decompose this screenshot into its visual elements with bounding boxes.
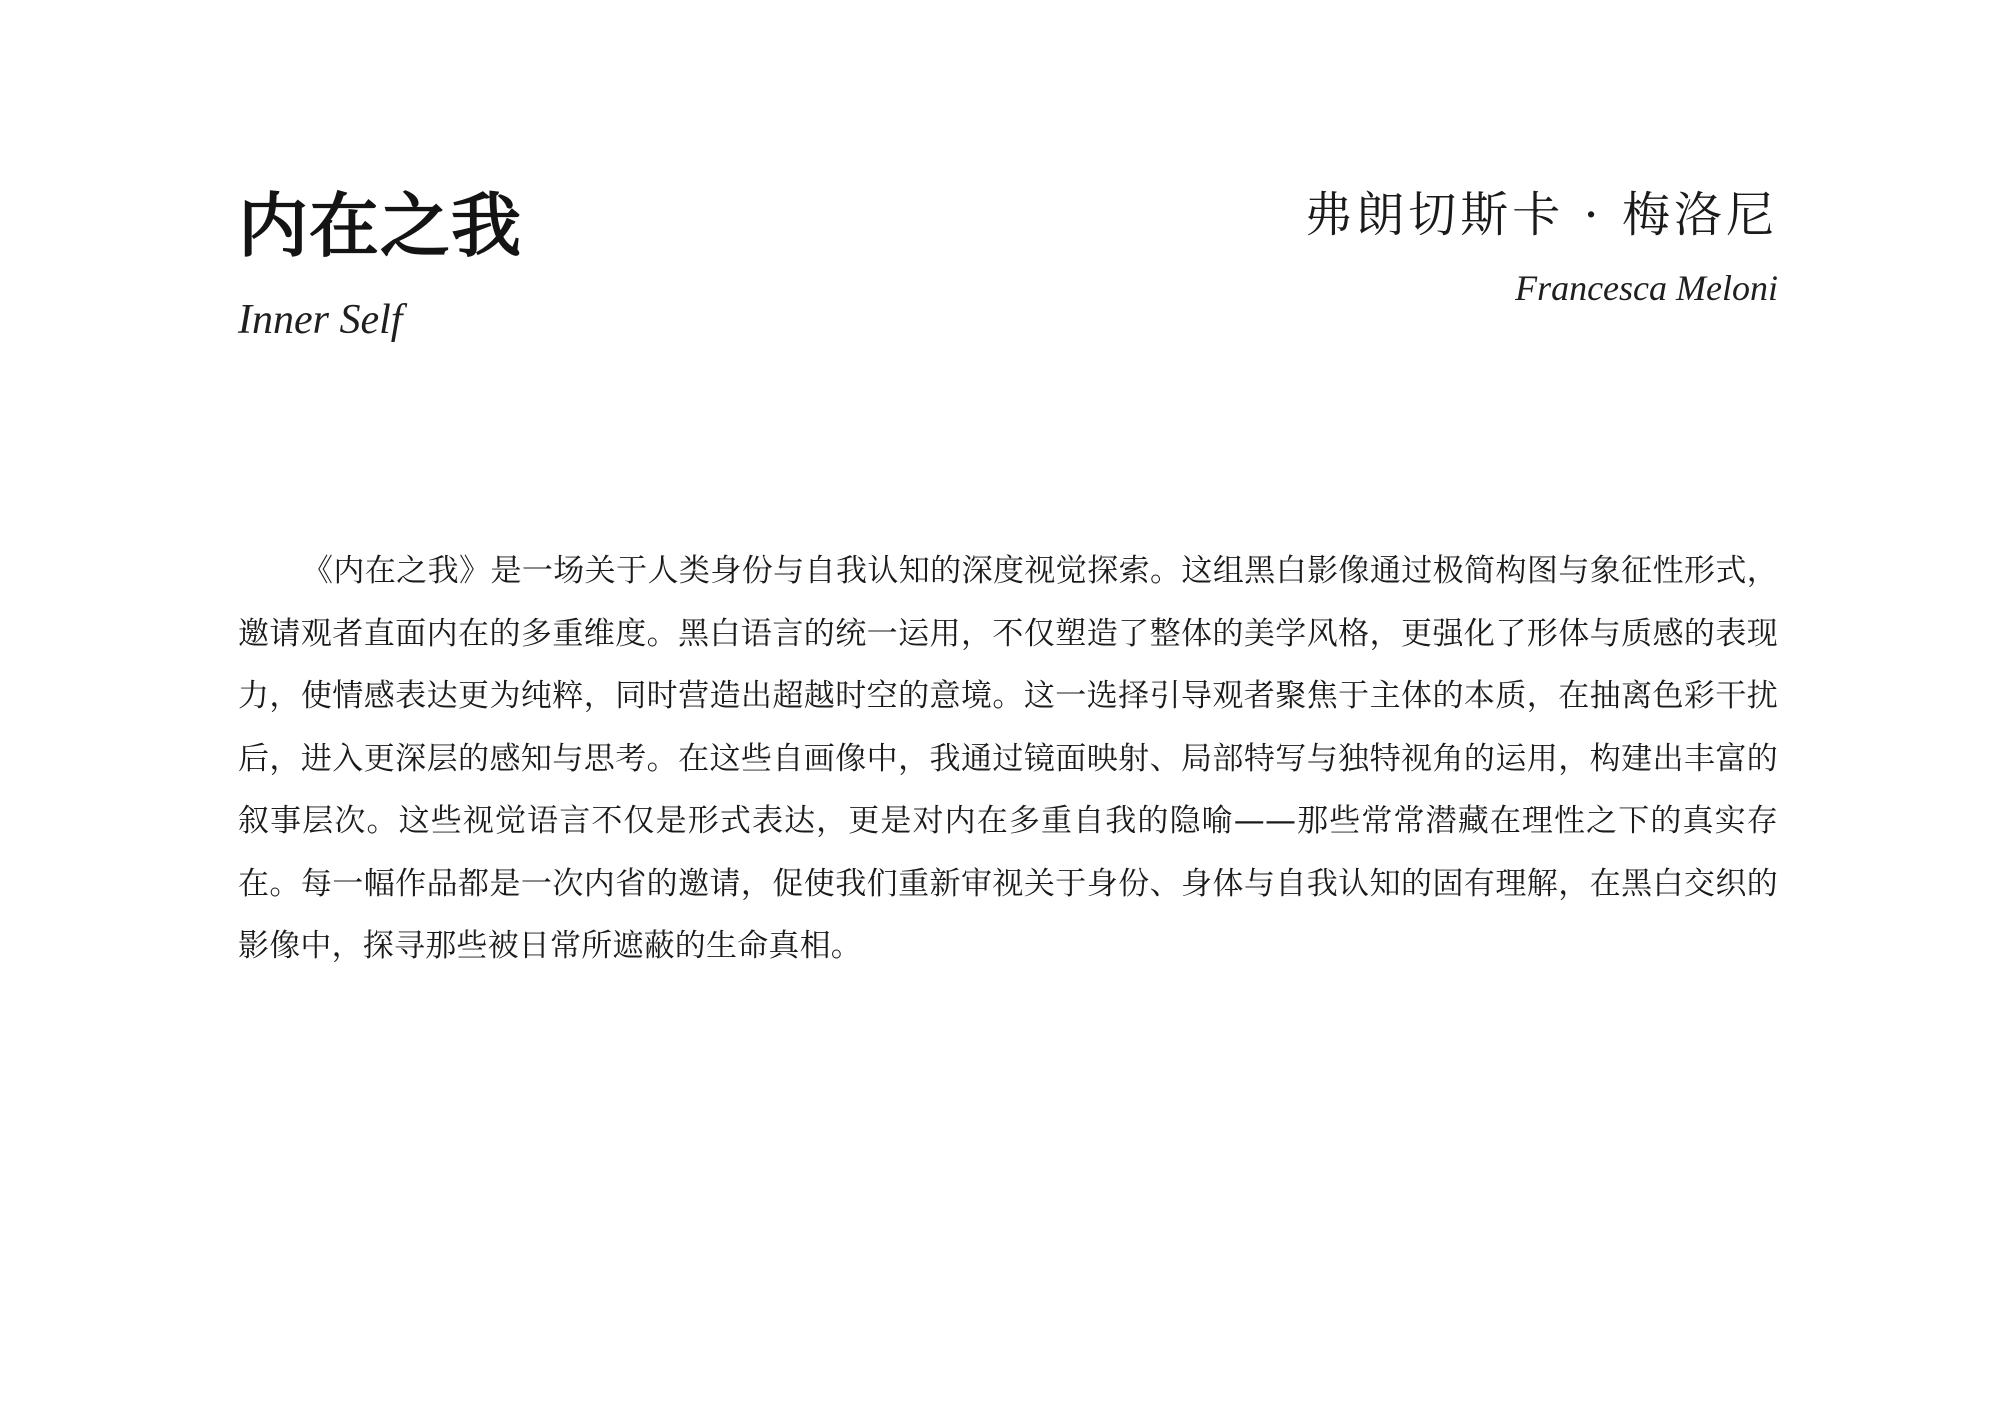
body-paragraph: 《内在之我》是一场关于人类身份与自我认知的深度视觉探索。这组黑白影像通过极简构图与象征性形式，邀请观者直面内在的多重维度。黑白语言的统一运用，不仅塑造了整体的美学风格，更强化了形体与质感的表现力，使情感表达更为纯粹，同时营造出超越时空的意境。这一选择引导观者聚焦于主体的本质，在抽离色彩干扰后，进入更深层的感知与思考。在这些自画像中，我通过镜面映射、局部特写与独特视角的运用，构建出丰富的叙事层次。这些视觉语言不仅是形式表达，更是对内在多重自我的隐喻——那些常常潜藏在理性之下的真实存在。每一幅作品都是一次内省的邀请，促使我们重新审视关于身份、身体与自我认知的固有理解，在黑白交织的影像中，探寻那些被日常所遮蔽的生命真相。 xyxy=(238,553,1778,964)
author-block xyxy=(1078,184,1778,310)
author-name-chinese: 弗朗切斯卡 · 梅洛尼 xyxy=(1304,187,1778,243)
author-name-english: Francesca Meloni xyxy=(1515,268,1778,308)
page-subtitle-english: Inner Self xyxy=(238,297,403,343)
page-title: 内在之我 xyxy=(238,184,522,267)
title-block xyxy=(238,180,938,346)
